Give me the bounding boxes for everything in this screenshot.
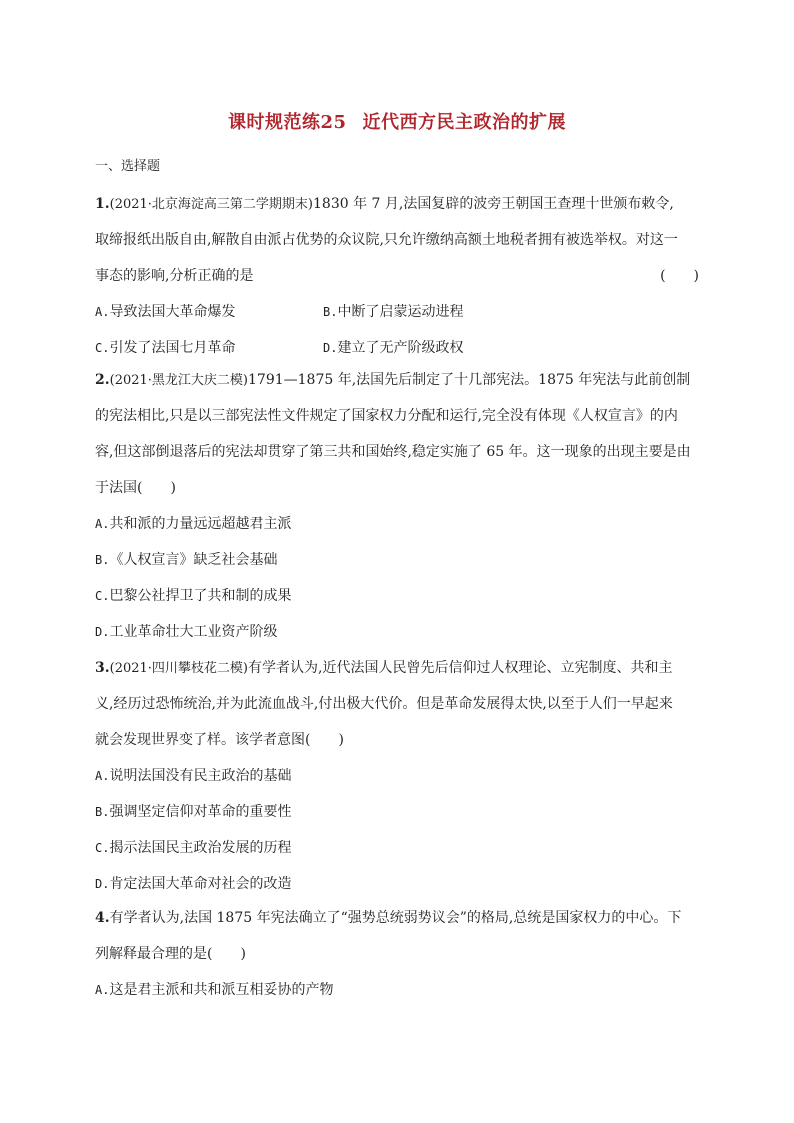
title-main: 课时规范练 bbox=[227, 112, 321, 133]
answer-parentheses: ( ) bbox=[660, 268, 699, 284]
option-b: B.《人权宣言》缺乏社会基础 bbox=[95, 552, 278, 568]
option-d: D.建立了无产阶级政权 bbox=[323, 340, 464, 356]
option-a: A.导致法国大革命爆发 bbox=[95, 304, 236, 320]
option-b: B.强调坚定信仰对革命的重要性 bbox=[95, 804, 292, 820]
question-number: 4. bbox=[95, 910, 110, 926]
question-4 bbox=[95, 900, 699, 1008]
question-text: 事态的影响,分析正确的是 bbox=[95, 268, 254, 284]
option-d: D.工业革命壮大工业资产阶级 bbox=[95, 624, 278, 640]
question-text: 1791—1875 年,法国先后制定了十几部宪法。1875 年宪法与此前创制 bbox=[248, 372, 691, 388]
question-text: 有学者认为,近代法国人民曾先后信仰过人权理论、立宪制度、共和主 bbox=[248, 660, 673, 676]
question-text: 的宪法相比,只是以三部宪法性文件规定了国家权力分配和运行,完全没有体现《人权宣言》的内 bbox=[95, 408, 678, 424]
title-subtitle: 近代西方民主政治的扩展 bbox=[362, 112, 567, 133]
question-3 bbox=[95, 650, 699, 902]
option-a: A.共和派的力量远远超越君主派 bbox=[95, 516, 292, 532]
option-c: C.巴黎公社捍卫了共和制的成果 bbox=[95, 588, 292, 604]
question-source: (2021·四川攀枝花二模) bbox=[109, 661, 248, 676]
option-c: C.引发了法国七月革命 bbox=[95, 340, 236, 356]
option-a: A.这是君主派和共和派互相妥协的产物 bbox=[95, 982, 334, 998]
question-2 bbox=[95, 362, 699, 650]
question-source: (2021·北京海淀高三第二学期期末) bbox=[109, 197, 313, 212]
question-text: 取缔报纸出版自由,解散自由派占优势的众议院,只允许缴纳高额土地税者拥有被选举权。对这一 bbox=[95, 232, 678, 248]
question-text: 容,但这部倒退落后的宪法却贯穿了第三共和国始终,稳定实施了 65 年。这一现象的出现主要是由 bbox=[95, 444, 691, 460]
option-a: A.说明法国没有民主政治的基础 bbox=[95, 768, 292, 784]
page-title bbox=[0, 108, 794, 134]
question-text: 有学者认为,法国 1875 年宪法确立了“强势总统弱势议会”的格局,总统是国家权力的中心。下 bbox=[109, 910, 682, 926]
section-heading: 一、选择题 bbox=[95, 159, 161, 174]
question-source: (2021·黑龙江大庆二模) bbox=[109, 373, 248, 388]
question-number: 1. bbox=[95, 196, 110, 212]
question-number: 3. bbox=[95, 660, 110, 676]
question-text: 列解释最合理的是( ) bbox=[95, 946, 246, 962]
question-text: 1830 年 7 月,法国复辟的波旁王朝国王查理十世颁布敕令, bbox=[313, 196, 674, 212]
title-number: 25 bbox=[320, 112, 347, 133]
question-text: 就会发现世界变了样。该学者意图( ) bbox=[95, 732, 344, 748]
question-text: 于法国( ) bbox=[95, 480, 176, 496]
option-c: C.揭示法国民主政治发展的历程 bbox=[95, 840, 292, 856]
option-d: D.肯定法国大革命对社会的改造 bbox=[95, 876, 292, 892]
question-1 bbox=[95, 186, 699, 366]
question-text: 义,经历过恐怖统治,并为此流血战斗,付出极大代价。但是革命发展得太快,以至于人们一早起来 bbox=[95, 696, 673, 712]
option-b: B.中断了启蒙运动进程 bbox=[323, 304, 464, 320]
question-number: 2. bbox=[95, 372, 110, 388]
